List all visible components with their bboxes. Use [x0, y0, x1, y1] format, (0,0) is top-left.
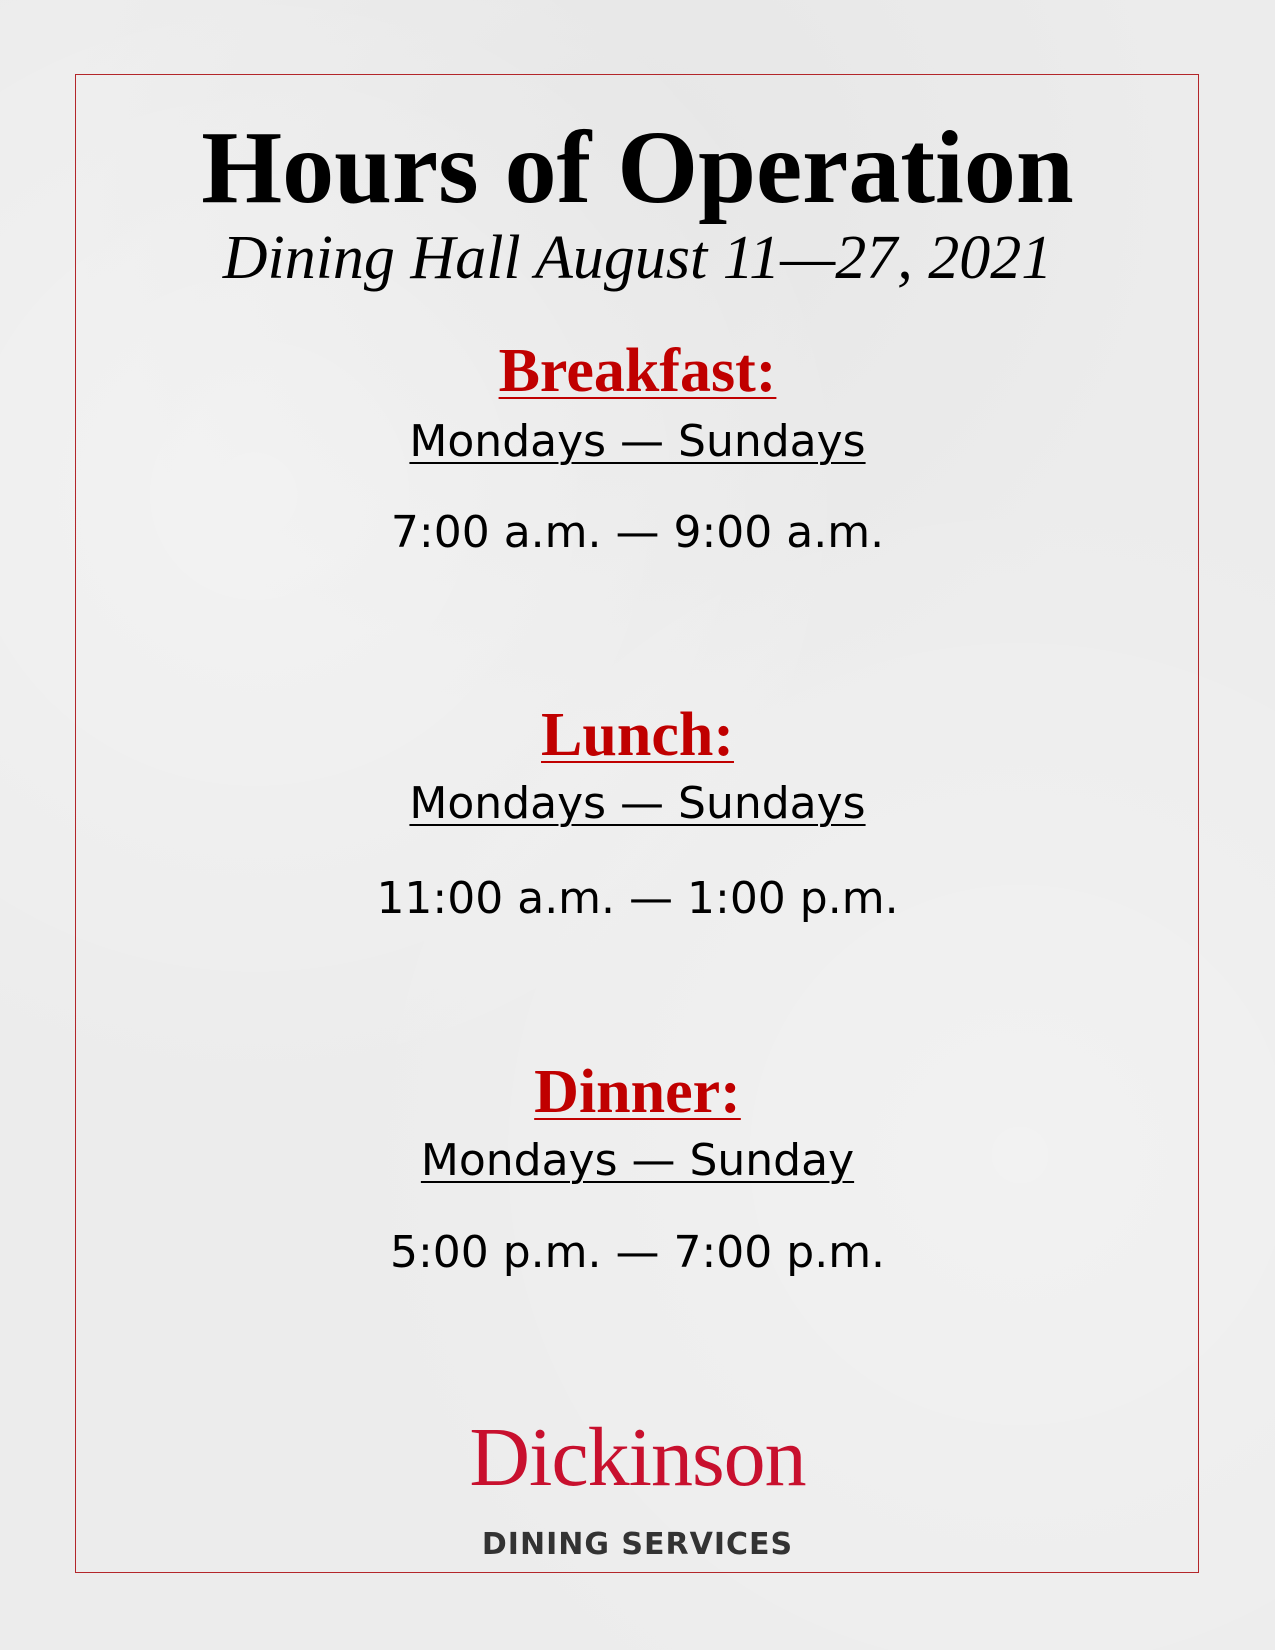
lunch-heading-text: Lunch: — [541, 701, 734, 769]
lunch-days — [0, 776, 1275, 832]
breakfast-time: 7:00 a.m. — 9:00 a.m. — [390, 507, 885, 558]
lunch-time: 11:00 a.m. — 1:00 p.m. — [376, 873, 899, 924]
dining-services-label: DINING SERVICES — [481, 1527, 794, 1562]
lunch-days-text: Mondays — Sundays — [409, 778, 866, 829]
dinner-heading-text: Dinner: — [534, 1058, 741, 1126]
lunch-heading — [0, 700, 1275, 770]
breakfast-heading-text: Breakfast: — [498, 337, 777, 405]
dickinson-logo: Dickinson — [469, 1411, 806, 1504]
page-title: Hours of Operation — [201, 110, 1074, 225]
dinner-days — [0, 1133, 1275, 1189]
page-subtitle: Dining Hall August 11—27, 2021 — [222, 224, 1053, 292]
breakfast-days — [0, 414, 1275, 470]
dinner-time: 5:00 p.m. — 7:00 p.m. — [389, 1227, 886, 1278]
dinner-heading — [0, 1057, 1275, 1127]
breakfast-heading — [0, 336, 1275, 406]
dinner-days-text: Mondays — Sunday — [420, 1135, 855, 1186]
breakfast-days-text: Mondays — Sundays — [409, 416, 866, 467]
